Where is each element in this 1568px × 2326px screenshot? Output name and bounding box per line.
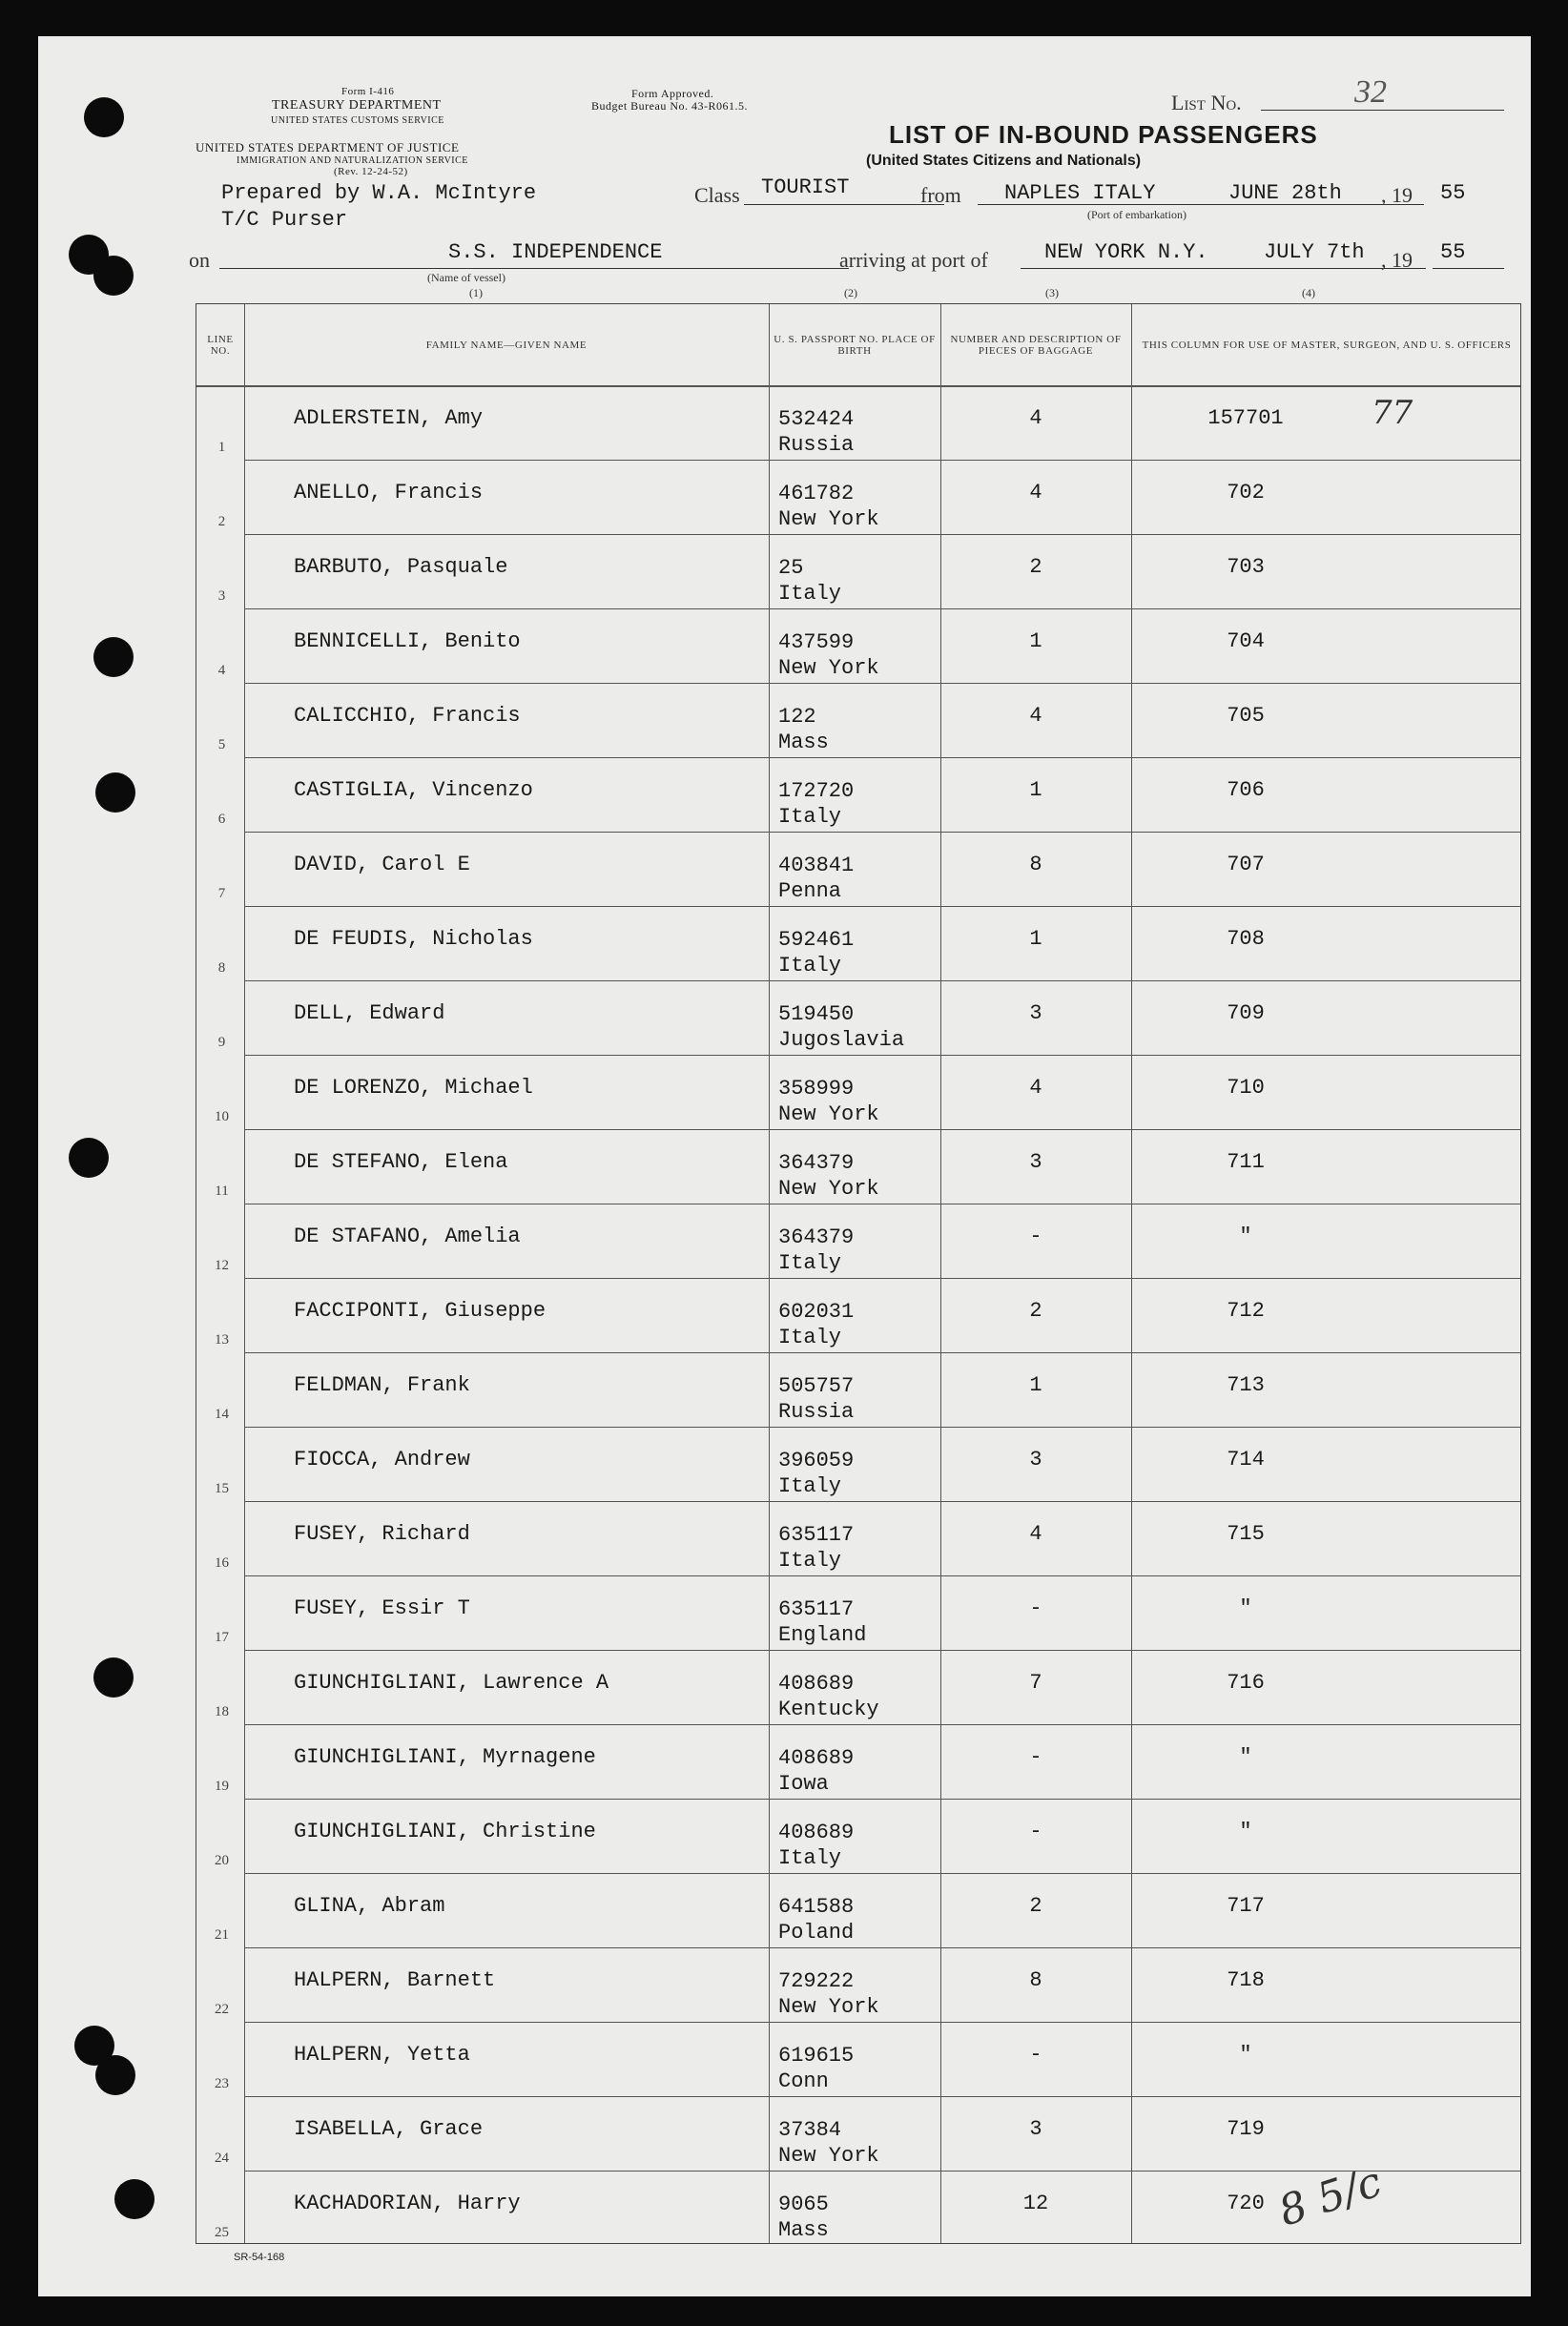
passenger-name: FACCIPONTI, Giuseppe (294, 1299, 547, 1323)
header-officers: THIS COLUMN FOR USE OF MASTER, SURGEON, AND U. S. OFFICERS (1142, 339, 1512, 351)
birthplace: New York (778, 2144, 879, 2168)
manifest-page (38, 36, 1531, 2296)
from-label: from (920, 183, 961, 207)
punch-hole (95, 2055, 135, 2095)
from-port: NAPLES ITALY (1004, 181, 1156, 205)
handwritten-note: 8 5/c (1272, 2157, 1388, 2236)
row-divider (244, 1873, 1520, 1874)
passport-number: 505757 (778, 1374, 855, 1398)
passport-cell (778, 1745, 854, 1797)
arrival-year: 55 (1440, 240, 1466, 264)
officer-number: 712 (1227, 1299, 1265, 1323)
officer-number: 704 (1227, 629, 1265, 653)
col-num-4: (4) (1302, 286, 1315, 299)
prepared-title: T/C Purser (221, 208, 348, 232)
col-num-3: (3) (1045, 286, 1059, 299)
passport-cell (778, 1894, 854, 1945)
row-divider (244, 906, 1520, 907)
passport-number: 602031 (778, 1300, 855, 1324)
table-row (196, 2096, 1520, 2171)
class-label: Class (694, 183, 740, 207)
handwritten-tally: 77 (1372, 394, 1413, 432)
line-number: 16 (215, 1555, 229, 1571)
passport-number: 519450 (778, 1002, 855, 1026)
row-divider (244, 832, 1520, 833)
passport-number: 408689 (778, 1672, 855, 1696)
passenger-name: HALPERN, Yetta (294, 2043, 470, 2067)
passport-cell (778, 1596, 866, 1648)
row-divider (244, 683, 1520, 684)
passport-number: 729222 (778, 1969, 855, 1993)
row-divider (244, 534, 1520, 535)
header-name: FAMILY NAME—GIVEN NAME (425, 339, 588, 351)
birthplace: Italy (778, 582, 842, 606)
row-divider (244, 1427, 1520, 1428)
passenger-name: GIUNCHIGLIANI, Christine (294, 1820, 596, 1843)
passenger-name: FUSEY, Richard (294, 1522, 470, 1546)
embark-caption: (Port of embarkation) (1087, 208, 1186, 221)
officer-number: 157701 (1207, 406, 1284, 430)
line-number: 12 (215, 1258, 229, 1273)
officer-number: " (1239, 1596, 1252, 1620)
birthplace: New York (778, 1177, 879, 1201)
customs-service: UNITED STATES CUSTOMS SERVICE (271, 115, 444, 126)
line-number: 10 (215, 1109, 229, 1124)
passenger-name: CASTIGLIA, Vincenzo (294, 778, 533, 802)
passport-number: 592461 (778, 928, 855, 952)
depart-date: JUNE 28th (1228, 181, 1342, 205)
baggage-count: 4 (1029, 406, 1042, 430)
line-number: 1 (217, 440, 226, 455)
passport-cell (778, 629, 879, 681)
passport-number: 9065 (778, 2192, 829, 2216)
line-number: 2 (217, 514, 226, 529)
table-row (196, 460, 1520, 534)
passenger-name: FUSEY, Essir T (294, 1596, 470, 1620)
budget-bureau: Budget Bureau No. 43-R061.5. (591, 99, 748, 113)
passport-number: 37384 (778, 2118, 842, 2142)
birthplace: Conn (778, 2069, 829, 2093)
page-subtitle: (United States Citizens and Nationals) (866, 153, 1142, 169)
justice-dept: UNITED STATES DEPARTMENT OF JUSTICE (196, 140, 460, 154)
row-divider (244, 1575, 1520, 1576)
passport-cell (778, 1820, 854, 1871)
birthplace: England (778, 1623, 867, 1647)
birthplace: Italy (778, 1549, 842, 1573)
table-row (196, 385, 1520, 460)
birthplace: Russia (778, 433, 855, 457)
row-divider (244, 757, 1520, 758)
row-divider (244, 1501, 1520, 1502)
punch-hole (93, 256, 134, 296)
birthplace: New York (778, 1102, 879, 1126)
passenger-name: DE STEFANO, Elena (294, 1150, 508, 1174)
line-number: 23 (215, 2076, 229, 2091)
birthplace: New York (778, 1995, 879, 2019)
passport-cell (778, 481, 879, 532)
officer-number: 718 (1227, 1968, 1265, 1992)
officer-number: 716 (1227, 1671, 1265, 1695)
table-row (196, 608, 1520, 683)
row-divider (244, 2022, 1520, 2023)
officer-number: 707 (1227, 853, 1265, 876)
line-number: 25 (215, 2225, 229, 2240)
passport-number: 641588 (778, 1895, 855, 1919)
list-no-value: 32 (1354, 74, 1387, 110)
passport-cell (778, 1522, 854, 1574)
baggage-count: 2 (1029, 1299, 1042, 1323)
line-number: 5 (217, 737, 226, 752)
table-row (196, 832, 1520, 906)
baggage-count: 4 (1029, 481, 1042, 504)
header-line-no: LINE NO. (207, 333, 234, 357)
class-value: TOURIST (761, 175, 850, 199)
passport-number: 25 (778, 556, 804, 580)
table-row (196, 534, 1520, 608)
passenger-table (196, 303, 1521, 2244)
passport-number: 619615 (778, 2044, 855, 2068)
officer-number: 717 (1227, 1894, 1265, 1918)
passenger-name: ISABELLA, Grace (294, 2117, 484, 2141)
baggage-count: 7 (1029, 1671, 1042, 1695)
baggage-count: 1 (1029, 927, 1042, 951)
row-divider (244, 1650, 1520, 1651)
row-divider (244, 2096, 1520, 2097)
table-row (196, 1947, 1520, 2022)
baggage-count: - (1029, 1745, 1042, 1769)
birthplace: Mass (778, 2218, 829, 2242)
baggage-count: 3 (1029, 1448, 1042, 1472)
row-divider (244, 1129, 1520, 1130)
officer-number: 706 (1227, 778, 1265, 802)
passport-cell (778, 406, 854, 458)
baggage-count: 8 (1029, 1968, 1042, 1992)
officer-number: 711 (1227, 1150, 1265, 1174)
passport-cell (778, 1671, 879, 1722)
birthplace: Mass (778, 731, 829, 754)
prepared-by: Prepared by W.A. McIntyre (221, 181, 537, 205)
passenger-name: DE STAFANO, Amelia (294, 1225, 521, 1248)
passport-number: 408689 (778, 1821, 855, 1844)
passport-cell (778, 853, 854, 904)
table-row (196, 1501, 1520, 1575)
punch-hole (114, 2179, 155, 2219)
row-divider (244, 980, 1520, 981)
passport-cell (778, 1225, 854, 1276)
officer-number: 709 (1227, 1001, 1265, 1025)
baggage-count: 3 (1029, 1150, 1042, 1174)
form-code: SR-54-168 (234, 2252, 285, 2263)
birthplace: Jugoslavia (778, 1028, 905, 1052)
officer-number: 708 (1227, 927, 1265, 951)
officer-number: 720 (1227, 2192, 1265, 2215)
vessel-name: S.S. INDEPENDENCE (448, 240, 663, 264)
punch-hole (84, 97, 124, 137)
passenger-name: CALICCHIO, Francis (294, 704, 521, 728)
passport-cell (778, 778, 854, 830)
passenger-name: GLINA, Abram (294, 1894, 445, 1918)
officer-number: 702 (1227, 481, 1265, 504)
officer-number: 714 (1227, 1448, 1265, 1472)
passport-cell (778, 1001, 904, 1053)
punch-hole (93, 637, 134, 677)
line-number: 14 (215, 1407, 229, 1422)
arriving-label: arriving at port of (839, 248, 988, 272)
passenger-name: BENNICELLI, Benito (294, 629, 521, 653)
baggage-count: - (1029, 1596, 1042, 1620)
passport-cell (778, 2192, 829, 2243)
passenger-name: FELDMAN, Frank (294, 1373, 470, 1397)
table-row (196, 1427, 1520, 1501)
baggage-count: 4 (1029, 1522, 1042, 1546)
birthplace: Kentucky (778, 1698, 879, 1721)
passport-cell (778, 555, 841, 607)
officer-number: 719 (1227, 2117, 1265, 2141)
row-divider (244, 1799, 1520, 1800)
depart-year-prefix: , 19 (1381, 183, 1413, 207)
line-number: 18 (215, 1704, 229, 1719)
punch-hole (95, 772, 135, 813)
row-divider (244, 1278, 1520, 1279)
baggage-count: 12 (1022, 2192, 1049, 2215)
line-number: 17 (215, 1630, 229, 1645)
birthplace: Italy (778, 954, 842, 978)
col-num-2: (2) (844, 286, 857, 299)
officer-number: 705 (1227, 704, 1265, 728)
table-row (196, 1204, 1520, 1278)
line-number: 24 (215, 2151, 229, 2166)
arrival-port: NEW YORK N.Y. (1044, 240, 1208, 264)
table-row (196, 1055, 1520, 1129)
table-row (196, 1575, 1520, 1650)
line-number: 11 (215, 1184, 229, 1199)
passport-cell (778, 927, 854, 978)
line-number: 19 (215, 1779, 229, 1794)
passport-number: 364379 (778, 1151, 855, 1175)
depart-year: 55 (1440, 181, 1466, 205)
col-num-1: (1) (469, 286, 483, 299)
baggage-count: 8 (1029, 853, 1042, 876)
list-no-label: List No. (1171, 91, 1242, 114)
ins-service: IMMIGRATION AND NATURALIZATION SERVICE (237, 155, 468, 166)
passport-number: 122 (778, 705, 816, 729)
passport-cell (778, 1968, 879, 2020)
birthplace: Penna (778, 879, 842, 903)
row-divider (244, 1947, 1520, 1948)
passenger-name: GIUNCHIGLIANI, Lawrence A (294, 1671, 609, 1695)
passport-number: 635117 (778, 1523, 855, 1547)
table-row (196, 757, 1520, 832)
birthplace: Russia (778, 1400, 855, 1424)
passenger-name: DAVID, Carol E (294, 853, 470, 876)
line-number: 7 (217, 886, 226, 901)
birthplace: Italy (778, 1251, 842, 1275)
baggage-count: 2 (1029, 555, 1042, 579)
header-baggage: NUMBER AND DESCRIPTION OF PIECES OF BAGGAGE (950, 333, 1122, 357)
passenger-name: FIOCCA, Andrew (294, 1448, 470, 1472)
passport-number: 358999 (778, 1077, 855, 1101)
table-row (196, 1650, 1520, 1724)
table-row (196, 1873, 1520, 1947)
treasury-dept: TREASURY DEPARTMENT (272, 98, 442, 113)
passenger-name: GIUNCHIGLIANI, Myrnagene (294, 1745, 596, 1769)
passport-number: 532424 (778, 407, 855, 431)
approval: Form Approved. (631, 87, 714, 100)
row-divider (244, 1352, 1520, 1353)
passport-cell (778, 1448, 854, 1499)
passenger-name: BARBUTO, Pasquale (294, 555, 508, 579)
page-title: LIST OF IN-BOUND PASSENGERS (889, 120, 1318, 149)
passenger-name: KACHADORIAN, Harry (294, 2192, 521, 2215)
birthplace: Poland (778, 1921, 855, 1945)
baggage-count: 3 (1029, 1001, 1042, 1025)
on-label: on (189, 248, 210, 272)
baggage-count: 1 (1029, 1373, 1042, 1397)
passenger-name: DE FEUDIS, Nicholas (294, 927, 533, 951)
table-row (196, 2022, 1520, 2096)
passenger-name: DELL, Edward (294, 1001, 445, 1025)
passport-number: 396059 (778, 1449, 855, 1472)
arrival-date: JULY 7th (1264, 240, 1365, 264)
baggage-count: 1 (1029, 629, 1042, 653)
birthplace: Italy (778, 1474, 842, 1498)
line-number: 13 (215, 1332, 229, 1348)
officer-number: " (1239, 1820, 1252, 1843)
officer-number: 710 (1227, 1076, 1265, 1100)
row-divider (244, 1055, 1520, 1056)
birthplace: Italy (778, 805, 842, 829)
passport-number: 172720 (778, 779, 855, 803)
punch-hole (69, 1138, 109, 1178)
baggage-count: 3 (1029, 2117, 1042, 2141)
passenger-name: ANELLO, Francis (294, 481, 484, 504)
line-number: 6 (217, 812, 226, 827)
passenger-name: DE LORENZO, Michael (294, 1076, 533, 1100)
officer-number: 715 (1227, 1522, 1265, 1546)
row-divider (244, 1724, 1520, 1725)
line-number: 15 (215, 1481, 229, 1496)
passenger-name: ADLERSTEIN, Amy (294, 406, 484, 430)
passport-cell (778, 1150, 879, 1202)
passport-number: 635117 (778, 1597, 855, 1621)
passenger-name: HALPERN, Barnett (294, 1968, 496, 1992)
birthplace: Italy (778, 1846, 842, 1870)
passport-cell (778, 2117, 879, 2169)
table-row (196, 980, 1520, 1055)
form-number: Form I-416 (341, 86, 395, 97)
baggage-count: 2 (1029, 1894, 1042, 1918)
table-row (196, 906, 1520, 980)
passport-number: 437599 (778, 630, 855, 654)
baggage-count: - (1029, 1225, 1042, 1248)
row-divider (244, 608, 1520, 609)
baggage-count: - (1029, 1820, 1042, 1843)
birthplace: New York (778, 507, 879, 531)
line-number: 3 (217, 588, 226, 604)
table-row (196, 1352, 1520, 1427)
birthplace: Italy (778, 1326, 842, 1349)
birthplace: Iowa (778, 1772, 829, 1796)
baggage-count: - (1029, 2043, 1042, 2067)
baggage-count: 4 (1029, 1076, 1042, 1100)
table-row (196, 1724, 1520, 1799)
birthplace: New York (778, 656, 879, 680)
revision: (Rev. 12-24-52) (334, 166, 408, 177)
passport-number: 408689 (778, 1746, 855, 1770)
table-row (196, 683, 1520, 757)
punch-hole (93, 1657, 134, 1698)
officer-number: " (1239, 2043, 1252, 2067)
passport-cell (778, 704, 829, 755)
arrival-year-prefix: , 19 (1381, 248, 1413, 272)
passport-cell (778, 1299, 854, 1350)
baggage-count: 1 (1029, 778, 1042, 802)
line-number: 21 (215, 1927, 229, 1943)
passport-cell (778, 1373, 854, 1425)
passport-cell (778, 2043, 854, 2094)
baggage-count: 4 (1029, 704, 1042, 728)
officer-number: 713 (1227, 1373, 1265, 1397)
line-number: 4 (217, 663, 226, 678)
officer-number: " (1239, 1745, 1252, 1769)
vessel-caption: (Name of vessel) (427, 271, 505, 284)
table-row (196, 1129, 1520, 1204)
officer-number: " (1239, 1225, 1252, 1248)
line-number: 8 (217, 960, 226, 976)
row-divider (244, 460, 1520, 461)
passport-cell (778, 1076, 879, 1127)
line-number: 22 (215, 2002, 229, 2017)
line-number: 9 (217, 1035, 226, 1050)
header-passport: U. S. PASSPORT NO. PLACE OF BIRTH (774, 333, 936, 357)
table-row (196, 1278, 1520, 1352)
passport-number: 403841 (778, 854, 855, 877)
passport-number: 461782 (778, 482, 855, 505)
line-number: 20 (215, 1853, 229, 1868)
officer-number: 703 (1227, 555, 1265, 579)
passport-number: 364379 (778, 1225, 855, 1249)
table-row (196, 1799, 1520, 1873)
